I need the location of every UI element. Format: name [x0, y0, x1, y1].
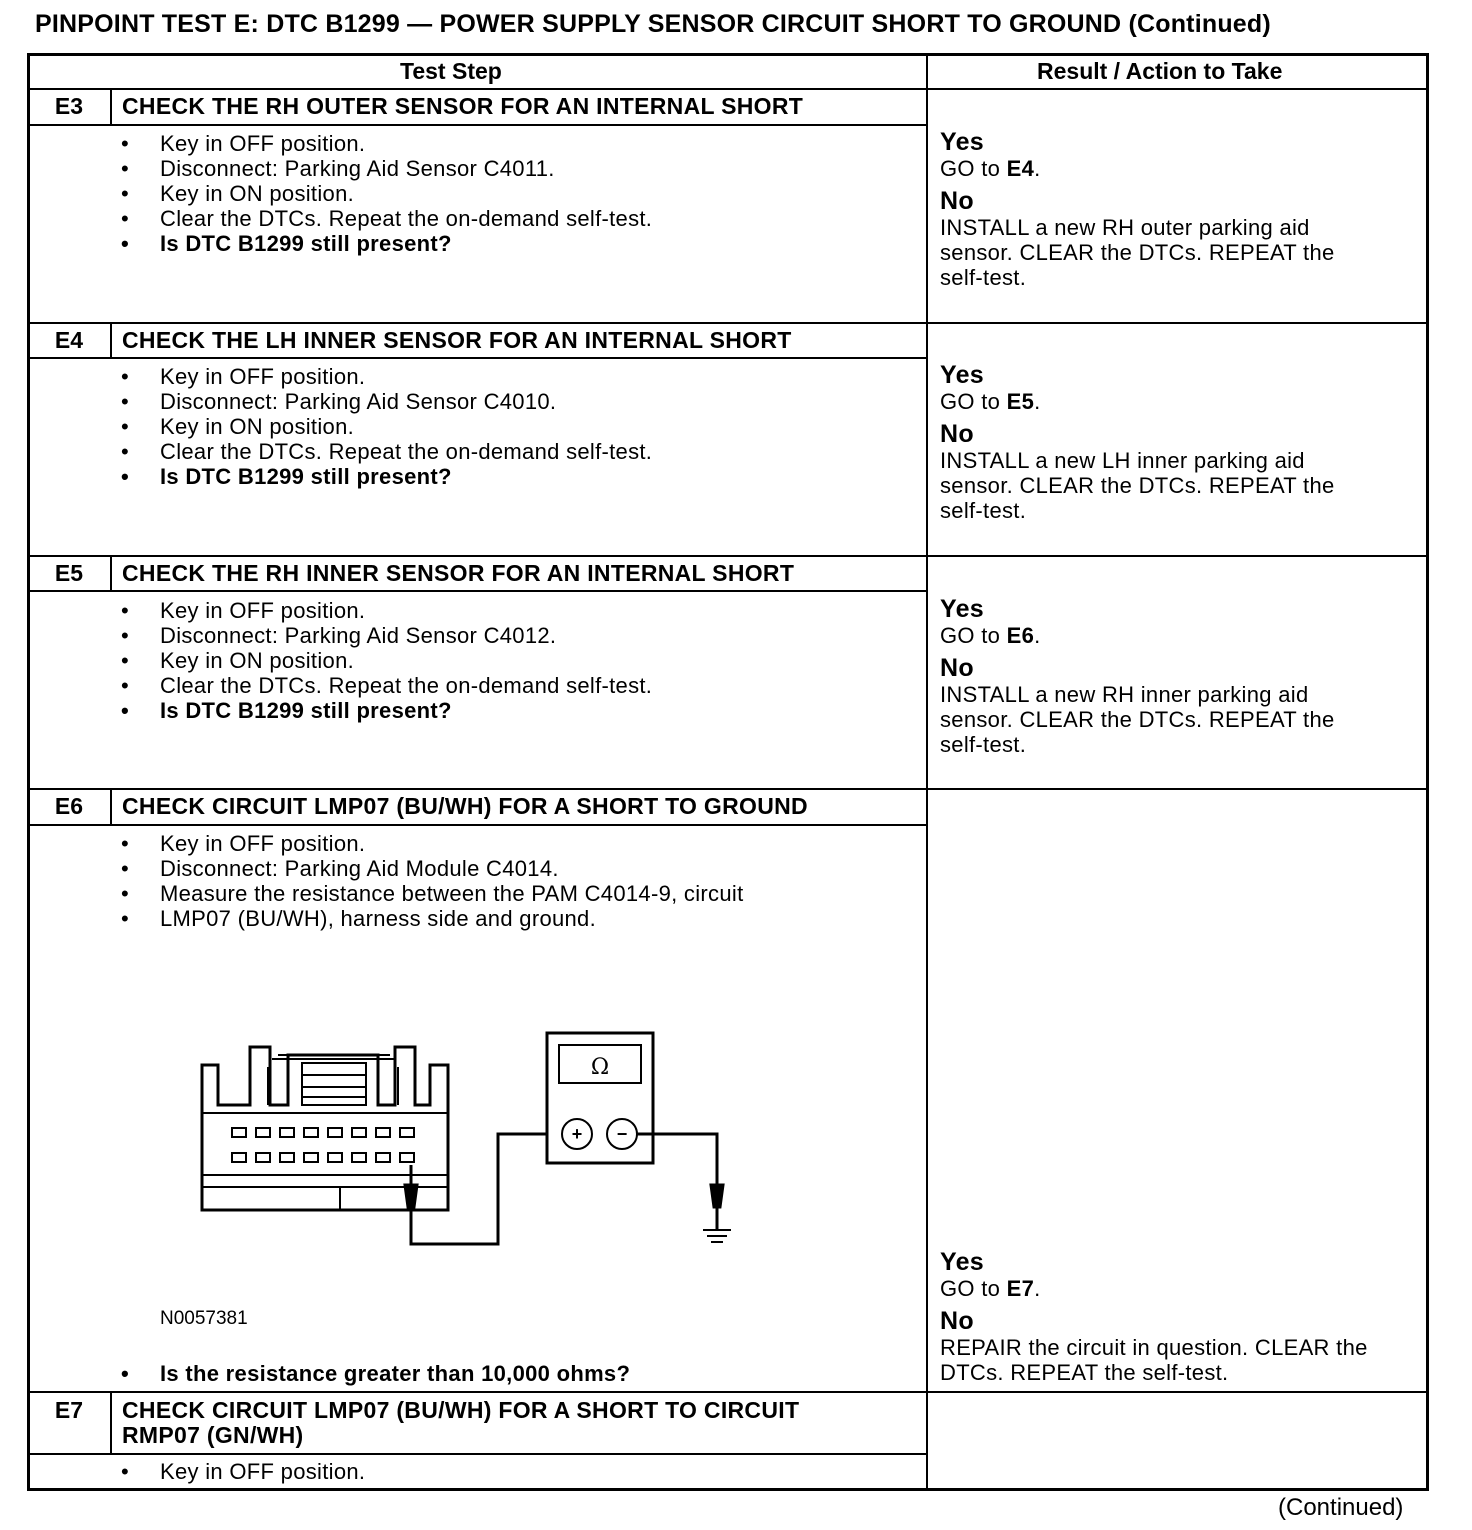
step-instructions	[118, 598, 652, 723]
meter-minus-symbol: −	[616, 1124, 628, 1144]
instruction: • Clear the DTCs. Repeat the on-demand self-test.	[118, 206, 652, 231]
yes-label: Yes	[940, 361, 985, 389]
no-label: No	[940, 1307, 974, 1335]
step-id: E6	[54, 793, 84, 819]
instruction: • Disconnect: Parking Aid Sensor C4011.	[118, 156, 652, 181]
step-title: CHECK CIRCUIT LMP07 (BU/WH) FOR A SHORT TO GROUND	[122, 793, 808, 819]
instruction: • Disconnect: Parking Aid Sensor C4010.	[118, 389, 652, 414]
no-action-line: self-test.	[940, 265, 1027, 290]
yes-label: Yes	[940, 128, 985, 156]
step-title: CHECK THE RH INNER SENSOR FOR AN INTERNAL SHORT	[122, 560, 795, 586]
yes-action-target: E5	[1006, 389, 1035, 414]
meter-ohm-symbol: Ω	[590, 1055, 610, 1080]
step-question-list	[118, 1361, 630, 1386]
continued-label: (Continued)	[1278, 1494, 1404, 1521]
step-id: E7	[54, 1397, 84, 1423]
step-instructions	[118, 831, 743, 931]
instruction: • Disconnect: Parking Aid Sensor C4012.	[118, 623, 652, 648]
yes-action-text: GO to	[940, 1276, 1007, 1301]
positive-test-lead	[405, 1134, 546, 1244]
figure-id: N0057381	[160, 1308, 248, 1329]
yes-action: GO to E5.	[940, 389, 1041, 414]
meter-plus-symbol: +	[571, 1124, 583, 1144]
no-label: No	[940, 187, 974, 215]
yes-action: GO to E4.	[940, 156, 1041, 181]
no-label: No	[940, 654, 974, 682]
instruction: • Measure the resistance between the PAM C4014-9, circuit	[118, 881, 743, 906]
negative-test-lead	[637, 1134, 723, 1229]
step-result	[940, 361, 1425, 523]
yes-action-text: GO to	[940, 156, 1007, 181]
ohmmeter-icon	[547, 1033, 653, 1163]
ground-icon	[703, 1230, 731, 1242]
instruction: • Clear the DTCs. Repeat the on-demand self-test.	[118, 439, 652, 464]
step-result	[940, 128, 1425, 290]
step-instructions	[118, 364, 652, 489]
step-instructions	[118, 131, 652, 256]
yes-action-target: E7	[1006, 1276, 1035, 1301]
column-header-result: Result / Action to Take	[1037, 58, 1283, 84]
step-question: • Is DTC B1299 still present?	[118, 231, 652, 256]
step-id: E5	[54, 560, 84, 586]
step-question: • Is DTC B1299 still present?	[118, 698, 652, 723]
no-action-line: self-test.	[940, 732, 1027, 757]
yes-action-text: GO to	[940, 623, 1007, 648]
step-title-line: CHECK CIRCUIT LMP07 (BU/WH) FOR A SHORT TO CIRCUIT	[122, 1397, 800, 1423]
no-action-line: self-test.	[940, 498, 1027, 523]
yes-label: Yes	[940, 1248, 985, 1276]
yes-action-target: E6	[1006, 623, 1035, 648]
page-title: PINPOINT TEST E: DTC B1299 — POWER SUPPLY SENSOR CIRCUIT SHORT TO GROUND (Continued)	[35, 10, 1271, 38]
connector-ohmmeter-diagram	[190, 1025, 750, 1255]
instruction: • Key in OFF position.	[118, 831, 743, 856]
no-action-line: sensor. CLEAR the DTCs. REPEAT the	[940, 240, 1335, 265]
step-question: • Is DTC B1299 still present?	[118, 464, 652, 489]
step-result	[940, 1248, 1425, 1385]
instruction: • Key in OFF position.	[118, 131, 652, 156]
yes-action-text: GO to	[940, 389, 1007, 414]
yes-action: GO to E7.	[940, 1276, 1041, 1301]
no-action-line: sensor. CLEAR the DTCs. REPEAT the	[940, 473, 1335, 498]
step-result	[940, 595, 1425, 757]
column-header-test-step: Test Step	[400, 58, 502, 84]
step-id: E4	[54, 327, 84, 353]
no-action-line: DTCs. REPEAT the self-test.	[940, 1360, 1229, 1385]
no-action-line: INSTALL a new LH inner parking aid	[940, 448, 1305, 473]
step-title-line: RMP07 (GN/WH)	[122, 1422, 304, 1448]
instruction: • Clear the DTCs. Repeat the on-demand self-test.	[118, 673, 652, 698]
step-title: CHECK THE RH OUTER SENSOR FOR AN INTERNAL SHORT	[122, 93, 804, 119]
instruction: • Key in OFF position.	[118, 598, 652, 623]
no-action-line: sensor. CLEAR the DTCs. REPEAT the	[940, 707, 1335, 732]
step-instructions	[118, 1459, 365, 1484]
instruction: • Key in ON position.	[118, 181, 652, 206]
yes-action: GO to E6.	[940, 623, 1041, 648]
instruction: • Key in OFF position.	[118, 1459, 365, 1484]
instruction: • Disconnect: Parking Aid Module C4014.	[118, 856, 743, 881]
instruction-continued: • LMP07 (BU/WH), harness side and ground.	[118, 906, 743, 931]
instruction: • Key in ON position.	[118, 414, 652, 439]
instruction: • Key in ON position.	[118, 648, 652, 673]
no-action-line: REPAIR the circuit in question. CLEAR the	[940, 1335, 1368, 1360]
no-action-line: INSTALL a new RH inner parking aid	[940, 682, 1309, 707]
instruction: • Key in OFF position.	[118, 364, 652, 389]
step-title: CHECK THE LH INNER SENSOR FOR AN INTERNAL SHORT	[122, 327, 792, 353]
no-label: No	[940, 420, 974, 448]
step-id: E3	[54, 93, 84, 119]
no-action-line: INSTALL a new RH outer parking aid	[940, 215, 1310, 240]
step-question: • Is the resistance greater than 10,000 ohms?	[118, 1361, 630, 1386]
yes-action-target: E4	[1006, 156, 1035, 181]
yes-label: Yes	[940, 595, 985, 623]
